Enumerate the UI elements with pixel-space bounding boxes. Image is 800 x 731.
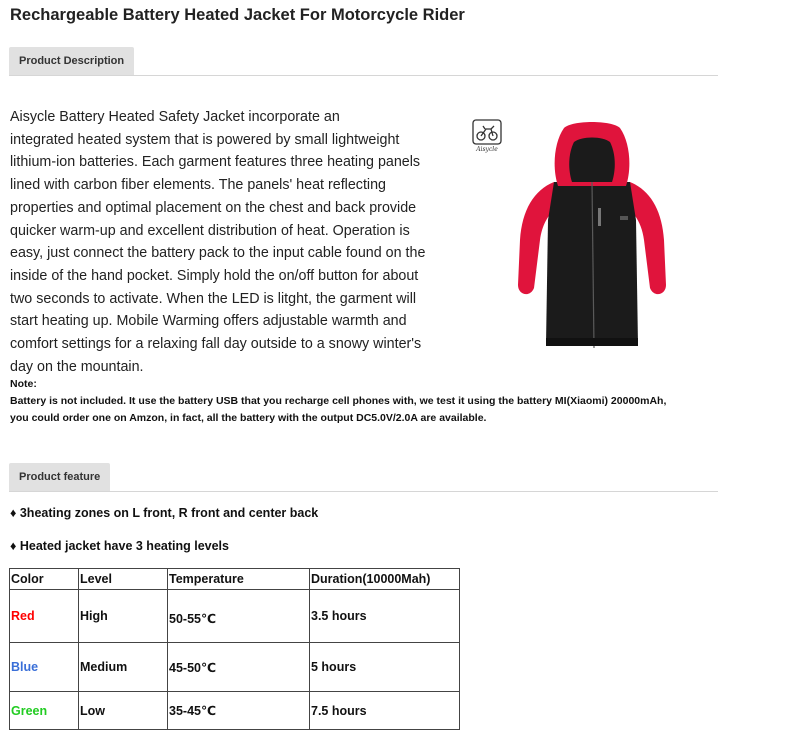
color-cell-red: Red	[10, 590, 79, 643]
duration-cell: 5 hours	[310, 643, 460, 692]
duration-cell: 3.5 hours	[310, 590, 460, 643]
description-line: Aisycle Battery Heated Safety Jacket incorporate an	[10, 109, 340, 125]
description-line: quicker warm-up and excellent distribution of heat. Operation is	[10, 222, 410, 239]
heating-levels-table	[9, 568, 460, 730]
color-cell-green: Green	[10, 692, 79, 730]
description-line: start heating up. Mobile Warming offers adjustable warmth and	[10, 313, 407, 330]
description-line: two seconds to activate. When the LED is litght, the garment will	[10, 290, 417, 307]
table-row	[10, 590, 460, 643]
tab-product-feature[interactable]: Product feature	[9, 463, 110, 491]
table-header: Level	[79, 569, 168, 590]
description-line: properties and optimal placement on the chest and back provide	[10, 199, 417, 216]
table-header: Color	[10, 569, 79, 590]
feature-item: ♦ 3heating zones on L front, R front and center back	[10, 506, 319, 520]
description-line: easy, just connect the battery pack to the input cable found on the	[10, 245, 426, 262]
table-row	[10, 643, 460, 692]
table-header-row	[10, 569, 460, 590]
table-header: Duration(10000Mah)	[310, 569, 460, 590]
divider	[9, 75, 718, 76]
description-line: lithium-ion batteries. Each garment features three heating panels	[10, 154, 421, 171]
brand-logo	[471, 119, 503, 157]
product-image-jacket	[512, 120, 672, 352]
level-cell: High	[79, 590, 168, 643]
note-text	[10, 393, 730, 427]
feature-item: ♦ Heated jacket have 3 heating levels	[10, 539, 229, 553]
note-label: Note:	[10, 378, 37, 390]
divider	[9, 491, 718, 492]
description-line: integrated heated system that is powered by small lightweight	[10, 131, 400, 148]
level-cell: Low	[79, 692, 168, 730]
color-cell-blue: Blue	[10, 643, 79, 692]
level-cell: Medium	[79, 643, 168, 692]
jacket-image	[512, 120, 672, 352]
temperature-cell: 35-45℃	[168, 692, 310, 730]
logo-text: Aisycle	[476, 146, 498, 153]
product-description	[10, 106, 450, 378]
page-title: Rechargeable Battery Heated Jacket For Motorcycle Rider	[10, 6, 465, 24]
description-line: day on the mountain.	[10, 358, 144, 375]
description-line: comfort settings for a relaxing fall day outside to a snowy winter's	[10, 336, 422, 353]
tab-product-description[interactable]: Product Description	[9, 47, 134, 75]
table-row	[10, 692, 460, 730]
note-line: you could order one on Amzon, in fact, all the battery with the output DC5.0V/2.0A are available.	[10, 412, 487, 424]
description-line: lined with carbon fiber elements. The panels' heat reflecting	[10, 177, 386, 194]
temperature-cell: 50-55℃	[168, 590, 310, 643]
duration-cell: 7.5 hours	[310, 692, 460, 730]
note-line: Battery is not included. It use the battery USB that you recharge cell phones with, we test it using the battery MI(Xiaomi) 20000mAh,	[10, 395, 667, 407]
description-line: inside of the hand pocket. Simply hold the on/off button for about	[10, 267, 419, 284]
table-header: Temperature	[168, 569, 310, 590]
temperature-cell: 45-50℃	[168, 643, 310, 692]
